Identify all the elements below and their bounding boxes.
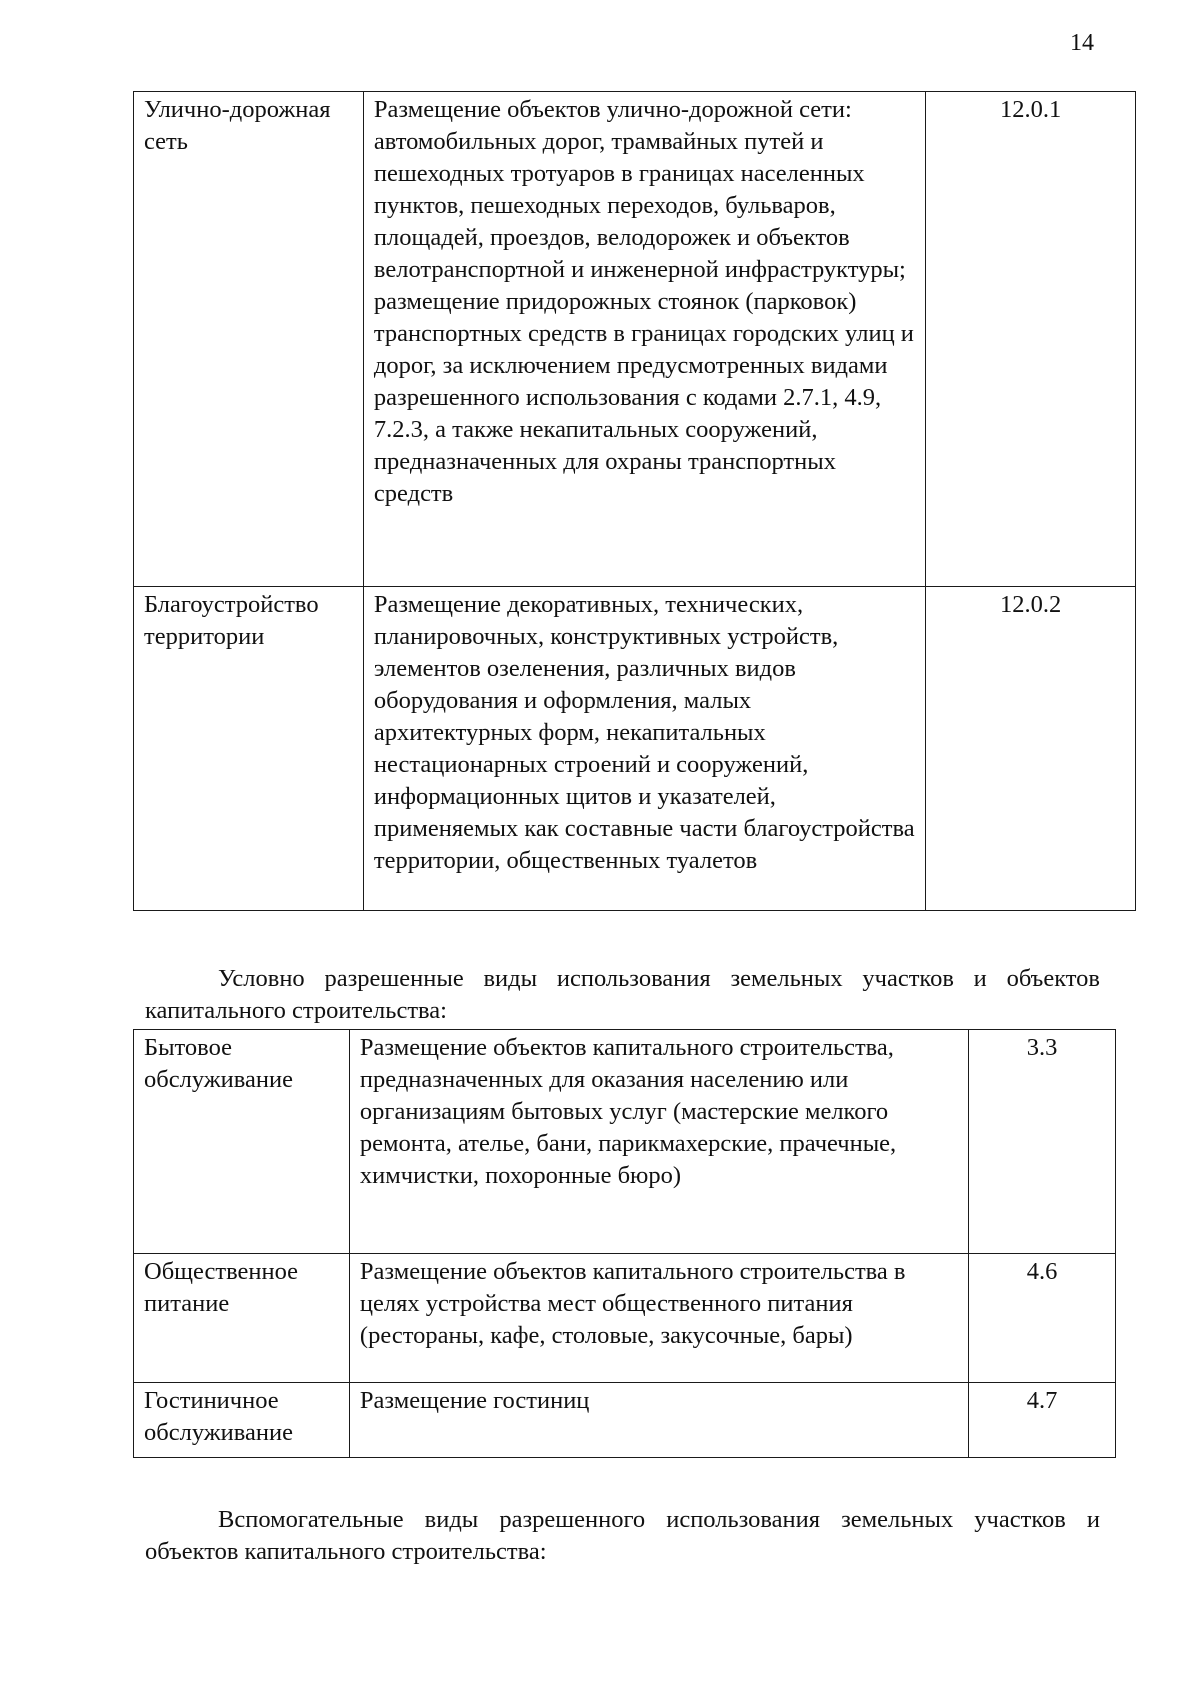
auxiliary-uses-heading: Вспомогательные виды разрешенного использования земельных участков и объектов капитального строительства: <box>145 1505 1100 1565</box>
use-description-cell: Размещение декоративных, технических, планировочных, конструктивных устройств, элементов озеленения, различных видов оборудования и оформления, малых архитектурных форм, некапитальных нестационарных строений и сооружений, информационных щитов и указателей, применяемых как составные части благоустройства территории, общественных туалетов <box>363 587 925 911</box>
use-description-cell: Размещение объектов капитального строительства в целях устройства мест общественного питания (рестораны, кафе, столовые, закусочные, бары) <box>349 1254 968 1383</box>
conditional-uses-heading: Условно разрешенные виды использования земельных участков и объектов капитального строительства: <box>145 964 1100 1024</box>
use-code-cell: 4.6 <box>969 1254 1116 1383</box>
use-description-cell: Размещение объектов капитального строительства, предназначенных для оказания населению или организациям бытовых услуг (мастерские мелкого ремонта, ателье, бани, парикмахерские, прачечные, химчистки, похоронные бюро) <box>349 1030 968 1254</box>
table-row <box>134 1383 1116 1458</box>
use-description-cell: Размещение гостиниц <box>349 1383 968 1458</box>
page-number: 14 <box>1070 30 1094 56</box>
conditional-uses-table <box>133 1029 1116 1458</box>
use-code-cell: 3.3 <box>969 1030 1116 1254</box>
table-row <box>134 587 1136 911</box>
table-row <box>134 1030 1116 1254</box>
use-code-cell: 4.7 <box>969 1383 1116 1458</box>
use-name-cell: Гостиничное обслуживание <box>134 1383 350 1458</box>
permitted-uses-table <box>133 91 1136 911</box>
table-row <box>134 92 1136 587</box>
use-code-cell: 12.0.2 <box>926 587 1136 911</box>
use-name-cell: Улично-дорожная сеть <box>134 92 364 587</box>
table-row <box>134 1254 1116 1383</box>
use-code-cell: 12.0.1 <box>926 92 1136 587</box>
use-name-cell: Благоустройство территории <box>134 587 364 911</box>
use-description-cell: Размещение объектов улично-дорожной сети: автомобильных дорог, трамвайных путей и пешеходных тротуаров в границах населенных пунктов, пешеходных переходов, бульваров, площадей, проездов, велодорожек и объектов велотранспортной и инженерной инфраструктуры; размещение придорожных стоянок (парковок) транспортных средств в границах городских улиц и дорог, за исключением предусмотренных видами разрешенного использования с кодами 2.7.1, 4.9, 7.2.3, а также некапитальных сооружений, предназначенных для охраны транспортных средств <box>363 92 925 587</box>
use-name-cell: Бытовое обслуживание <box>134 1030 350 1254</box>
use-name-cell: Общественное питание <box>134 1254 350 1383</box>
